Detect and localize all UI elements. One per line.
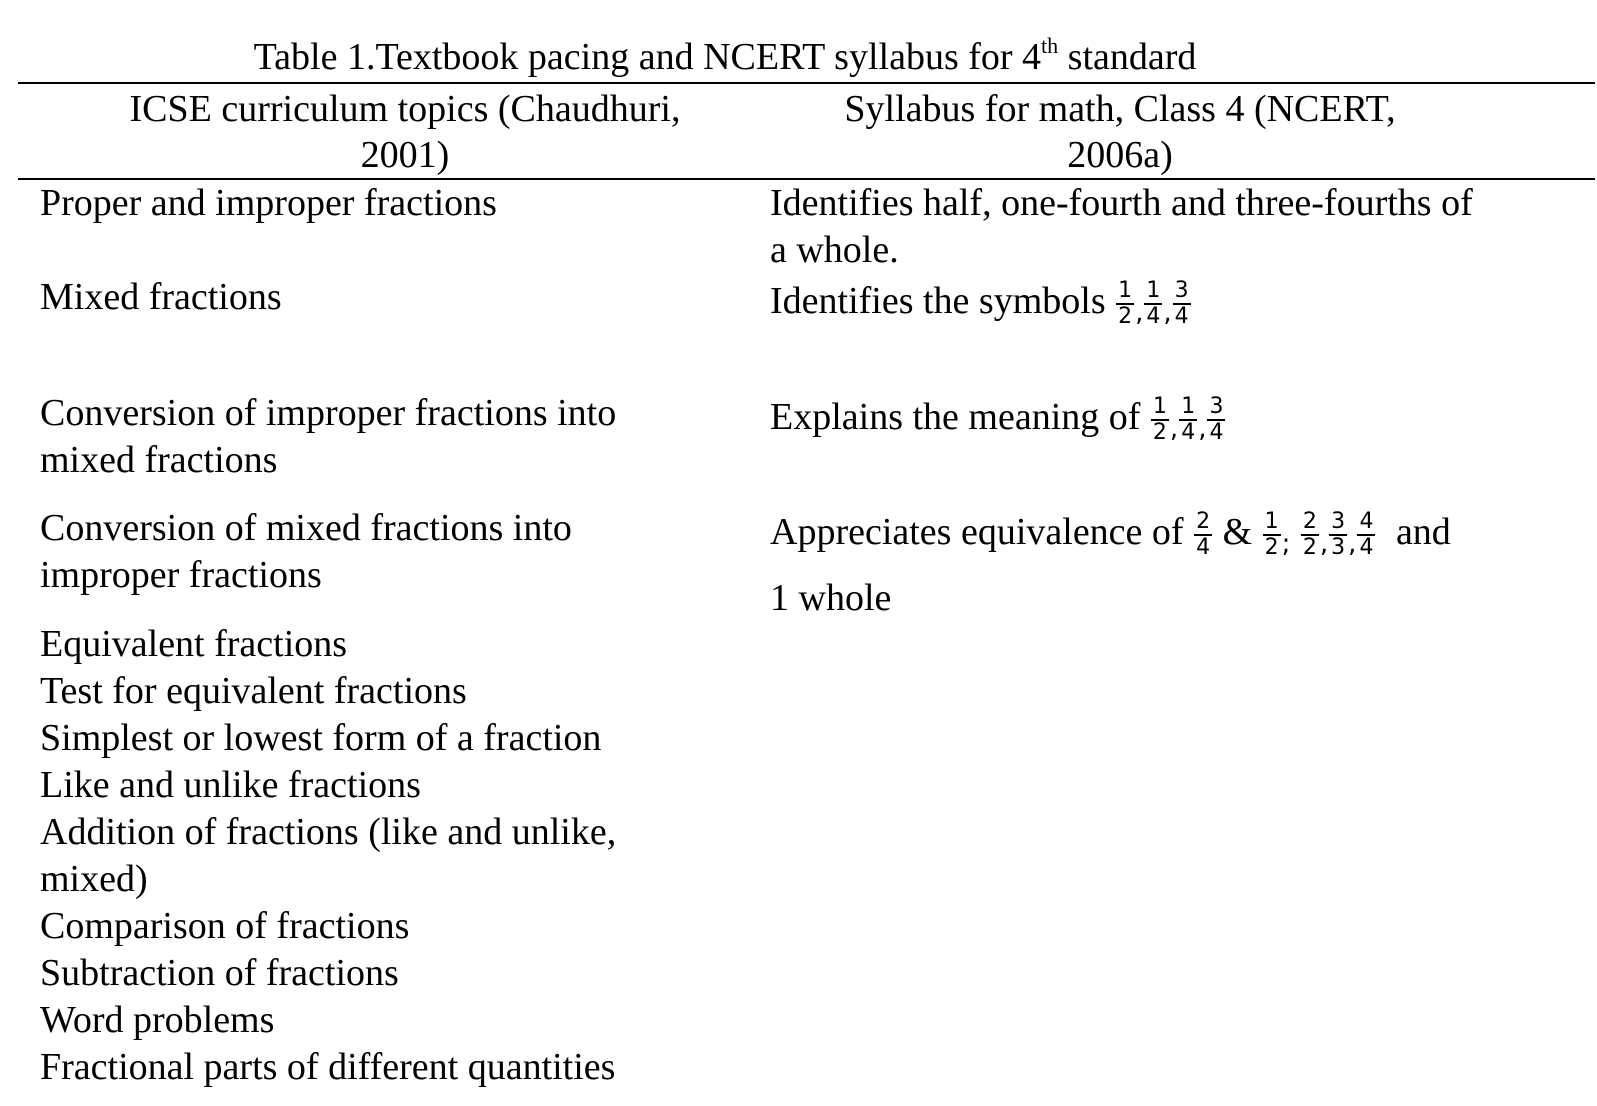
list-item: mixed) (40, 858, 148, 900)
fraction-three-quarters: $\frac{3}{4}$ (1209, 394, 1224, 446)
topic-list (40, 621, 616, 1091)
topic-line: Conversion of mixed fractions into (40, 507, 572, 549)
list-item: Simplest or lowest form of a fraction (40, 717, 602, 759)
table-top-rule (18, 82, 1595, 84)
header-line: 2006a) (1067, 134, 1173, 176)
topic-line: improper fractions (40, 554, 322, 596)
syllabus-line: a whole. (770, 229, 899, 271)
topic-item: Proper and improper fractions (40, 182, 497, 224)
list-item: Subtraction of fractions (40, 952, 399, 994)
fraction-one-half: $\frac{1}{2}$ (1264, 509, 1279, 561)
syllabus-line: 1 whole (770, 577, 892, 619)
syllabus-text: Identifies the symbols (770, 280, 1116, 322)
syllabus-item (770, 180, 1473, 274)
header-line: 2001) (360, 134, 450, 176)
list-item: Like and unlike fractions (40, 764, 421, 806)
topic-line: Conversion of improper fractions into (40, 392, 617, 434)
caption-superscript: th (1041, 33, 1059, 58)
list-item: Comparison of fractions (40, 905, 410, 947)
topic-item (40, 390, 616, 484)
fraction-four-quarters: $\frac{4}{4}$ (1359, 509, 1374, 561)
fraction-two-quarters: $\frac{2}{4}$ (1196, 509, 1211, 561)
fraction-three-thirds: $\frac{3}{3}$ (1331, 509, 1346, 561)
header-line: ICSE curriculum topics (Chaudhuri, (129, 88, 681, 130)
syllabus-item: Appreciates equivalence of $\frac{2}{4}$ & $\frac{1}{2}$ $_;$ $\frac{2}{2}$ $_,$ $\frac{3}{3}$ $_,$ $\frac{4}{4}$ and (770, 509, 1451, 561)
syllabus-text: Explains the meaning of (770, 396, 1150, 438)
list-item: Equivalent fractions (40, 623, 348, 665)
list-item: Word problems (40, 999, 275, 1041)
topic-line: mixed fractions (40, 439, 278, 481)
syllabus-item: Identifies the symbols $\frac{1}{2}$ $_,$ $\frac{1}{4}$ $_,$ $\frac{3}{4}$ (770, 278, 1189, 330)
list-item: Test for equivalent fractions (40, 670, 467, 712)
fraction-one-half: $\frac{1}{2}$ (1118, 278, 1133, 330)
syllabus-item: Explains the meaning of $\frac{1}{2}$ $_,$ $\frac{1}{4}$ $_,$ $\frac{3}{4}$ (770, 394, 1224, 446)
fraction-one-quarter: $\frac{1}{4}$ (1146, 278, 1161, 330)
list-item: Addition of fractions (like and unlike, (40, 811, 617, 853)
header-line: Syllabus for math, Class 4 (NCERT, (844, 88, 1396, 130)
syllabus-text: and (1395, 511, 1451, 553)
column-header-icse (40, 86, 770, 178)
fraction-three-quarters: $\frac{3}{4}$ (1174, 278, 1189, 330)
table-caption (0, 34, 1450, 80)
caption-suffix: standard (1058, 36, 1197, 78)
fraction-two-halves: $\frac{2}{2}$ (1302, 509, 1317, 561)
fraction-one-quarter: $\frac{1}{4}$ (1181, 394, 1196, 446)
list-item: Fractional parts of different quantities (40, 1046, 616, 1088)
column-header-ncert (770, 86, 1470, 178)
topic-item (40, 505, 572, 599)
topic-item: Mixed fractions (40, 276, 282, 318)
fraction-one-half: $\frac{1}{2}$ (1152, 394, 1167, 446)
caption-text: Table 1.Textbook pacing and NCERT syllabus for 4 (253, 36, 1042, 78)
syllabus-line: Identifies half, one-fourth and three-fourths of (770, 182, 1473, 224)
syllabus-text: Appreciates equivalence of (770, 511, 1194, 553)
ampersand: & (1222, 511, 1253, 553)
